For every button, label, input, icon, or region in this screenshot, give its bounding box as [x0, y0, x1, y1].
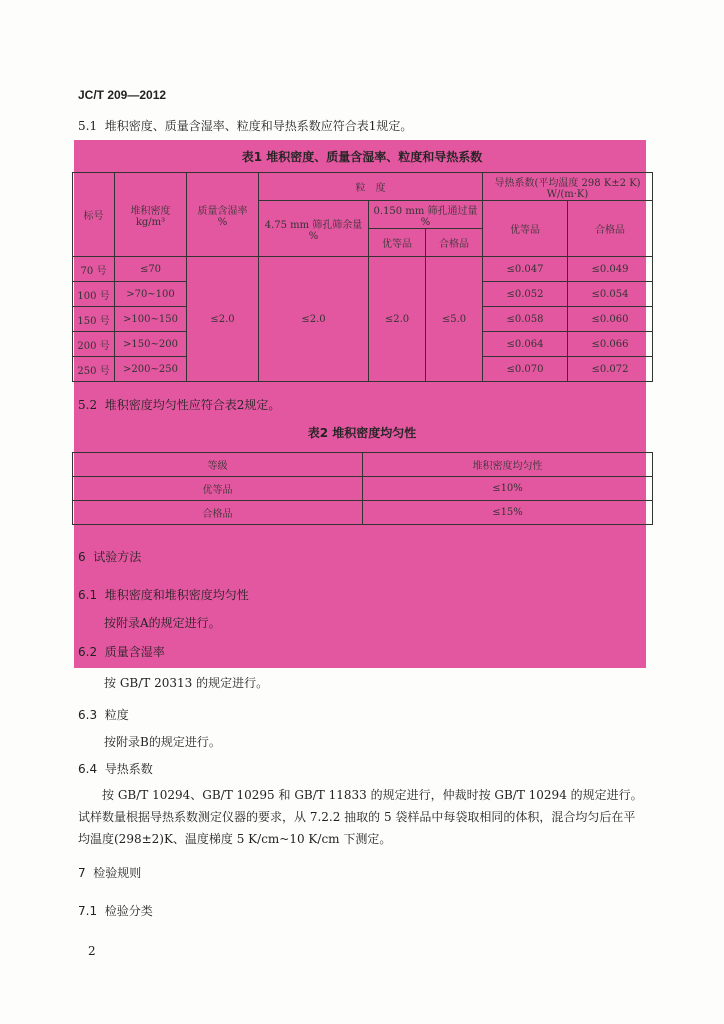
header-level: 等级 — [73, 453, 363, 477]
section-number: 7 — [78, 866, 86, 880]
sieve-015-excellent-value: ≤2.0 — [369, 257, 426, 382]
clause-text: 堆积密度、质量含湿率、粒度和导热系数应符合表1规定。 — [104, 119, 413, 133]
section-title: 粒度 — [104, 708, 129, 722]
section-6-2-text: 按 GB/T 20313 的规定进行。 — [104, 676, 269, 690]
density-cell: >100~150 — [115, 307, 187, 332]
grade-cell: 250 号 — [73, 357, 115, 382]
section-6-1-heading — [78, 586, 249, 603]
thermal-excellent-cell: ≤0.052 — [483, 282, 568, 307]
section-number: 6 — [78, 550, 86, 564]
thermal-qualified-cell: ≤0.072 — [568, 357, 653, 382]
clause-number: 5.2 — [78, 398, 98, 412]
section-title: 检验规则 — [93, 866, 142, 880]
sieve-015-qualified-value: ≤5.0 — [426, 257, 483, 382]
level-cell: 优等品 — [73, 477, 363, 501]
grade-cell: 100 号 — [73, 282, 115, 307]
section-6-heading — [78, 548, 141, 565]
section-7-1-heading — [78, 902, 153, 919]
header-granularity: 粒 度 — [259, 173, 483, 201]
table2-caption: 表2 堆积密度均匀性 — [307, 426, 417, 440]
grade-cell: 200 号 — [73, 332, 115, 357]
section-number: 6.3 — [78, 708, 98, 722]
section-number: 7.1 — [78, 904, 98, 918]
table2 — [72, 452, 653, 525]
section-number: 6.4 — [78, 762, 98, 776]
level-cell: 合格品 — [73, 501, 363, 525]
header-sieve-qualified: 合格品 — [426, 229, 483, 257]
density-cell: >150~200 — [115, 332, 187, 357]
doc-code: JC/T 209—2012 — [78, 88, 167, 102]
grade-cell: 70 号 — [73, 257, 115, 282]
thermal-qualified-cell: ≤0.054 — [568, 282, 653, 307]
header-uniformity: 堆积密度均匀性 — [363, 453, 653, 477]
table-row — [73, 257, 653, 282]
density-cell: >70~100 — [115, 282, 187, 307]
section-6-1-text: 按附录A的规定进行。 — [104, 616, 221, 630]
page-number: 2 — [88, 944, 96, 958]
moisture-value: ≤2.0 — [187, 257, 259, 382]
section-title: 试验方法 — [93, 550, 142, 564]
header-sieve-475: 4.75 mm 筛孔筛余量 % — [259, 201, 369, 257]
header-thermal-qualified: 合格品 — [568, 201, 653, 257]
section-6-4-text: 按 GB/T 10294、GB/T 10295 和 GB/T 11833 的规定进行，仲裁时按 GB/T 10294 的规定进行。试样数量根据导热系数测定仪器的要求，从 7.2.2 抽取的 5 袋样品中每袋取相同的体积，混合均匀后在平均温度(298±2)K、温度梯度 5 K/cm~10 K/cm 下测定。 — [78, 788, 643, 846]
thermal-excellent-cell: ≤0.047 — [483, 257, 568, 282]
thermal-excellent-cell: ≤0.064 — [483, 332, 568, 357]
section-title: 检验分类 — [104, 904, 153, 918]
thermal-qualified-cell: ≤0.060 — [568, 307, 653, 332]
clause-5-1 — [78, 117, 412, 134]
sieve-475-value: ≤2.0 — [259, 257, 369, 382]
thermal-excellent-cell: ≤0.058 — [483, 307, 568, 332]
section-title: 导热系数 — [104, 762, 153, 776]
header-sieve-015: 0.150 mm 筛孔通过量 % — [369, 201, 483, 229]
section-title: 堆积密度和堆积密度均匀性 — [104, 588, 249, 602]
section-number: 6.1 — [78, 588, 98, 602]
density-cell: ≤70 — [115, 257, 187, 282]
section-6-3-heading — [78, 706, 129, 723]
table1 — [72, 172, 653, 382]
section-7-heading — [78, 864, 141, 881]
header-sieve-excellent: 优等品 — [369, 229, 426, 257]
section-6-3-text: 按附录B的规定进行。 — [104, 735, 221, 749]
header-thermal-excellent: 优等品 — [483, 201, 568, 257]
header-thermal: 导热系数(平均温度 298 K±2 K) W/(m·K) — [483, 173, 653, 201]
section-6-4-heading — [78, 760, 153, 777]
value-cell: ≤15% — [363, 501, 653, 525]
thermal-qualified-cell: ≤0.049 — [568, 257, 653, 282]
density-cell: >200~250 — [115, 357, 187, 382]
clause-number: 5.1 — [78, 119, 98, 133]
table1-caption: 表1 堆积密度、质量含湿率、粒度和导热系数 — [241, 150, 483, 164]
section-title: 质量含湿率 — [104, 645, 165, 659]
thermal-excellent-cell: ≤0.070 — [483, 357, 568, 382]
header-density: 堆积密度 kg/m³ — [115, 173, 187, 257]
header-moisture: 质量含湿率 % — [187, 173, 259, 257]
section-6-2-heading — [78, 643, 165, 660]
grade-cell: 150 号 — [73, 307, 115, 332]
header-grade: 标号 — [73, 173, 115, 257]
section-number: 6.2 — [78, 645, 98, 659]
table-row — [73, 501, 653, 525]
table-row — [73, 477, 653, 501]
value-cell: ≤10% — [363, 477, 653, 501]
thermal-qualified-cell: ≤0.066 — [568, 332, 653, 357]
clause-text: 堆积密度均匀性应符合表2规定。 — [104, 398, 281, 412]
clause-5-2 — [78, 396, 280, 413]
